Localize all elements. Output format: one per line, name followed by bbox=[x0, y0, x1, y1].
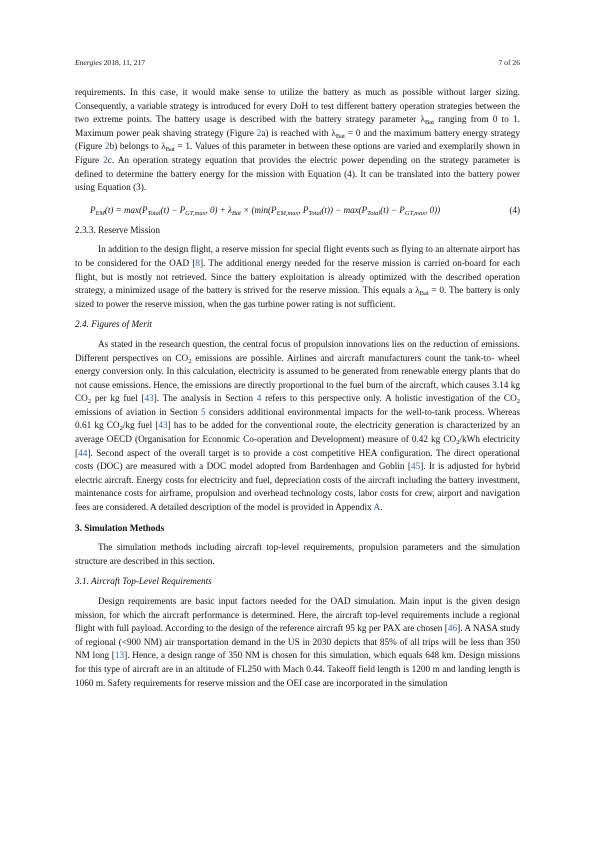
text-run: requirements. In this case, it would make sense to utilize the battery as much as possible without larger sizing. Consequently, a variable strategy is introduced for every DoH to test different battery operation strategies between the two extreme points. The battery usage is described with the battery strategy parameter bbox=[75, 88, 520, 126]
text-run: λ bbox=[415, 286, 420, 297]
text-run: , 0) + λ bbox=[205, 204, 232, 215]
subscript: Total bbox=[367, 209, 381, 217]
subscript: Total bbox=[147, 209, 161, 217]
reference-link[interactable]: 13 bbox=[114, 651, 125, 662]
paragraph bbox=[75, 339, 520, 516]
text-run: ranging from 0 to 1. Maximum power peak shaving strategy (Figure bbox=[75, 115, 521, 139]
text-run: considers additional environmental impacts for the well-to-tank process. Whereas 0.61 kg CO bbox=[75, 407, 520, 432]
reference-link[interactable]: 4 bbox=[256, 394, 262, 405]
text-run: Design requirements are basic input factors needed for the OAD simulation. Main input is the given design mission, for which the aircraft performance is determined. Here, the aircraft top-level requirements include a regional flight with full payload. According to the design of the reference aircraft 95 kg per PAX are chosen [ bbox=[75, 597, 520, 635]
article-body bbox=[75, 87, 520, 691]
reference-link[interactable]: 45 bbox=[410, 462, 421, 473]
subscript: 2 bbox=[188, 357, 192, 365]
text-run: /kWh electricity [ bbox=[75, 435, 520, 459]
reference-link[interactable]: 2 bbox=[256, 128, 262, 139]
subscript: Bat bbox=[231, 209, 241, 217]
reference-link[interactable]: 8 bbox=[195, 258, 201, 269]
reference-link[interactable]: 5 bbox=[201, 407, 206, 418]
text-run: (t)) − max(P bbox=[321, 204, 368, 215]
text-run: emissions of aviation in Section bbox=[75, 407, 201, 418]
subsection-heading: 2.4. Figures of Merit bbox=[75, 320, 152, 331]
text-run: (t) − P bbox=[380, 204, 405, 215]
text-run: × (min(P bbox=[240, 204, 277, 215]
subscript: 2 bbox=[87, 398, 92, 406]
text-run: ] has to be added for the conventional route, the electricity generation is characterized by an average OECD (Organisation for Economic Co-operation and Development) measure of 0.42 kg CO bbox=[75, 421, 521, 446]
text-run: ]. The additional energy needed for the reserve mission is carried on-board for each flight, but is mostly not retrieved. Since the battery exploitation is already optimized with the described operation strategy, a minimized usage of the battery is strived for the reserve mission. This equals a bbox=[75, 258, 520, 297]
subscript: Bat bbox=[165, 146, 175, 154]
subscript: GT,max bbox=[185, 209, 206, 217]
subscript: 2 bbox=[119, 425, 123, 433]
text-run: ]. Hence, a design range of 350 NM is chosen for this simulation, which equals 648 km. Design missions for this type of aircraft are in an altitude of FL250 with Mach 0.44. Takeoff field length is 1200 m and landing length is 1060 m. Safety requirements for reserve mission and the OEI case are incorporated in the simulation bbox=[75, 651, 520, 689]
reference-link[interactable]: 43 bbox=[158, 421, 168, 432]
running-header bbox=[75, 58, 520, 67]
text-run: , 0)) bbox=[425, 204, 441, 215]
subscript: Bat bbox=[419, 290, 429, 298]
text-run: b) belongs to bbox=[109, 142, 162, 153]
journal-issue: 2018, 11, 217 bbox=[103, 58, 146, 67]
text-run: ]. It is adjusted for hybrid electric aircraft. Energy costs for electricity and fuel, depreciation costs of the aircraft including the battery investment, maintenance costs for airframe, propulsion and overhead technology costs, labor costs for crew, airport and navigation fees are considered. A detailed description of the model is provided in Appendix bbox=[75, 462, 520, 514]
text-run: per kg fuel [ bbox=[91, 394, 145, 405]
text-run: As stated in the research question, the central focus of propulsion innovations lies on the reduction of emissions. Different perspectives on CO bbox=[75, 339, 520, 364]
text-run: (t) = max(P bbox=[104, 204, 148, 215]
text-run: refers to this perspective only. A holistic investigation of the CO bbox=[261, 394, 517, 405]
text-run: The simulation methods including aircraft top-level requirements, propulsion parameters and the simulation structure are described in this section. bbox=[75, 543, 520, 567]
subscript: 2 bbox=[456, 439, 460, 447]
reference-link[interactable]: 43 bbox=[144, 394, 154, 405]
journal-name: Energies bbox=[75, 58, 102, 67]
subscript: EM bbox=[95, 209, 105, 217]
reference-link[interactable]: A bbox=[373, 503, 381, 514]
section-heading: 3. Simulation Methods bbox=[75, 523, 165, 534]
text-run: emissions are possible. Airlines and aircraft manufacturers count the tank-to- wheel energy conversion only. In this calculation, electricity is assumed to be generated from renewable energy plants that do not cause emissions. Hence, the emissions are directly proportional to the fuel burn of the aircraft, which causes 3.14 kg CO bbox=[75, 353, 520, 405]
text-run: = 0. The battery is only sized to power the reserve mission, when the gas turbine power rating is not sufficient. bbox=[75, 286, 520, 310]
reference-link[interactable]: 2 bbox=[104, 142, 110, 153]
subscript: GT,max bbox=[404, 209, 426, 217]
subscript: Bat bbox=[335, 132, 345, 140]
reference-link[interactable]: 2 bbox=[103, 155, 108, 166]
subscript: Bat bbox=[424, 119, 434, 127]
equation bbox=[75, 204, 520, 218]
page-number: 7 of 26 bbox=[498, 58, 520, 67]
subscript: EM,max bbox=[276, 209, 299, 217]
text-run: ]. The analysis in Section bbox=[153, 394, 257, 405]
text-run: = 1. Values of this parameter in between these options are varied and exemplarily shown in Figure bbox=[75, 142, 520, 166]
paragraph bbox=[75, 542, 520, 569]
text-run: c. An operation strategy equation that provides the electric power depending on the strategy parameter is defined to determine the battery energy for the mission with Equation (4). It can be translated into the battery power using Equation (3). bbox=[75, 155, 520, 194]
reference-link[interactable]: 46 bbox=[447, 624, 458, 635]
text-run: ]. A NASA study of regional (<900 NM) air transportation demand in the US in 2030 depicts that 85% of all trips will be less than 350 NM long [ bbox=[75, 624, 520, 662]
paragraph bbox=[75, 596, 520, 691]
text-run: λ bbox=[420, 115, 425, 126]
text-run: (t) − P bbox=[160, 204, 186, 215]
equation-expression bbox=[90, 204, 440, 218]
text-run: P bbox=[90, 204, 96, 215]
paragraph bbox=[75, 87, 520, 196]
text-run: /kg fuel [ bbox=[122, 421, 159, 432]
text-run: ]. Second aspect of the overall target is to provide a cost competitive HEA configuration. The direct operational costs (DOC) are measured with a DOC model adopted from Bardenhagen and Goblin [ bbox=[75, 448, 520, 473]
paragraph bbox=[75, 244, 520, 312]
subscript: Total bbox=[308, 209, 322, 217]
text-run: . bbox=[380, 503, 383, 514]
text-run: In addition to the design flight, a reserve mission for special flight events such as flying to an alternate airport has to be considered for the OAD [ bbox=[75, 245, 520, 269]
text-run: a) is reached with bbox=[261, 128, 332, 139]
reference-link[interactable]: 44 bbox=[78, 448, 88, 459]
subsection-heading: 3.1. Aircraft Top-Level Requirements bbox=[75, 577, 212, 588]
text-run: λ bbox=[161, 142, 166, 153]
subsection-heading: 2.3.3. Reserve Mission bbox=[75, 225, 161, 236]
equation-number: (4) bbox=[509, 204, 520, 215]
text-run: λ bbox=[331, 128, 336, 139]
subscript: 2 bbox=[516, 398, 520, 406]
text-run: = 0 and the maximum battery energy strategy (Figure bbox=[75, 128, 520, 153]
text-run: , P bbox=[298, 204, 309, 215]
